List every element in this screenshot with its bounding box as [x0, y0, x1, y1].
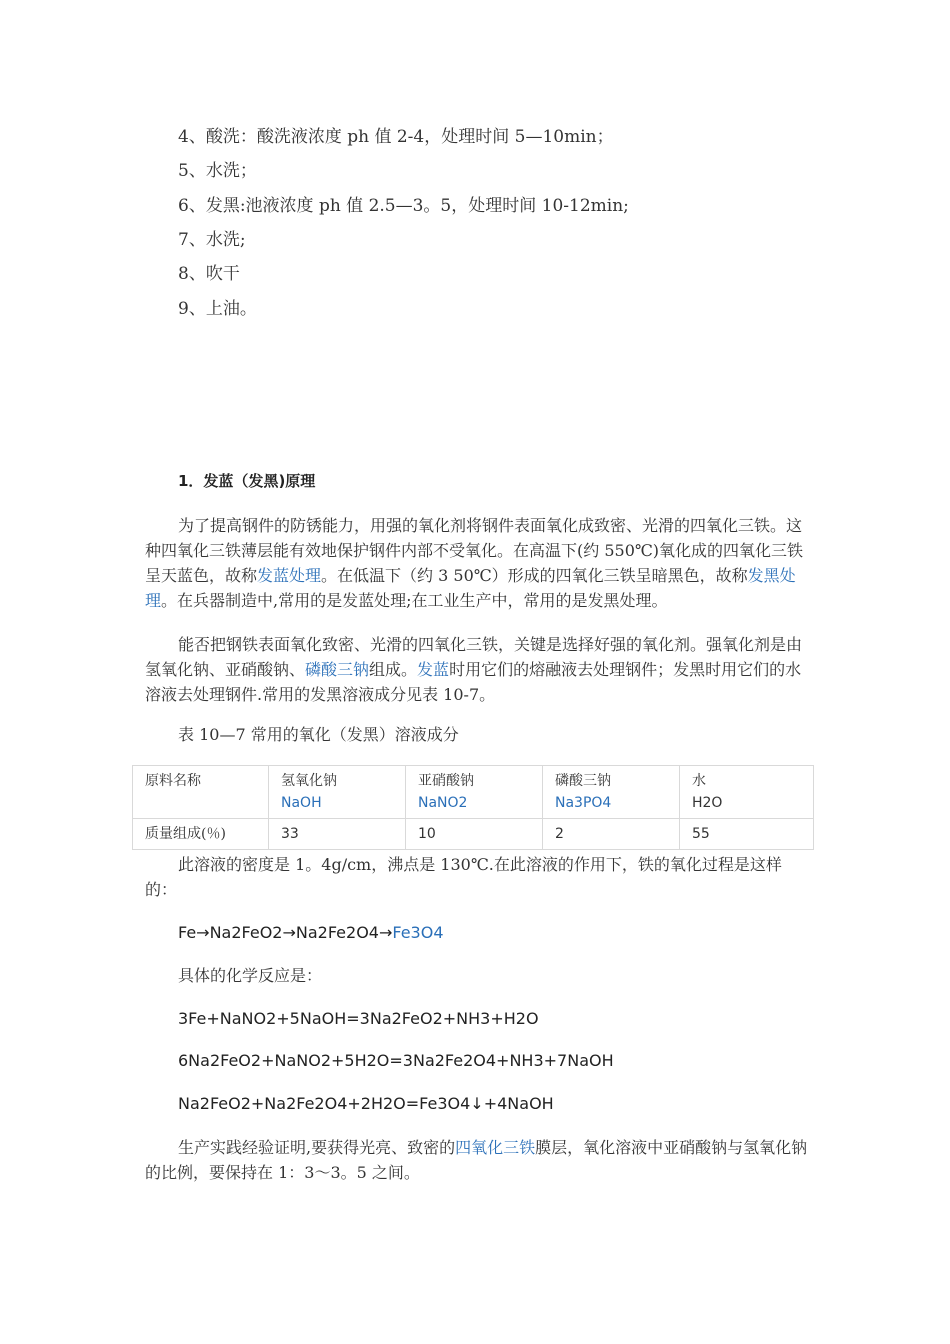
- header-cell: [543, 766, 680, 819]
- value-cell: 55: [680, 819, 814, 850]
- reaction-equation: 3Fe+NaNO2+5NaOH=3Na2FeO2+NH3+H2O: [178, 1009, 539, 1028]
- paragraph-text: 为了提高钢件的防锈能力，用强的氧化剂将钢件表面氧化成致密、光滑的四氧化三铁。这种四氧化三铁薄层能有效地保护钢件内部不受氧化。在高温下(约 550℃)氧化成的四氧化三铁呈天蓝色，故称: [145, 516, 804, 585]
- reaction-equation: Na2FeO2+Na2Fe2O4+2H2O=Fe3O4↓+4NaOH: [178, 1094, 554, 1113]
- paragraph-text: 。在低温下（约 3 50℃）形成的四氧化三铁呈暗黑色，故称: [321, 566, 748, 585]
- paragraph-text: 膜层，氧化溶液中亚硝酸钠与氢氧化钠的比例，要保持在 1：3～3。5 之间。: [145, 1138, 808, 1182]
- value-cell: 10: [406, 819, 543, 850]
- material-formula: H2O: [692, 795, 723, 811]
- step-item: 8、吹干: [178, 264, 240, 284]
- material-name: 氢氧化钠: [281, 773, 337, 789]
- header-cell: [406, 766, 543, 819]
- row-label-cell: 质量组成(％): [133, 819, 269, 850]
- link-naoh[interactable]: NaOH: [281, 795, 322, 811]
- step-item: 9、上油。: [178, 299, 257, 319]
- step-item: 6、发黑:池液浓度 ph 值 2.5—3。5，处理时间 10-12min;: [178, 196, 629, 216]
- value-cell: 2: [543, 819, 680, 850]
- link-si-yang-hua-san-tie[interactable]: 四氧化三铁: [455, 1138, 536, 1157]
- step-item: 4、酸洗：酸洗液浓度 ph 值 2-4，处理时间 5—10min；: [178, 127, 614, 147]
- paragraph-oxidizer: [145, 632, 810, 707]
- header-label-cell: 原料名称: [133, 766, 269, 819]
- table-row: [133, 819, 814, 850]
- paragraph-density: 此溶液的密度是 1。4g/cm，沸点是 130℃.在此溶液的作用下，铁的氧化过程是这样的：: [145, 855, 782, 899]
- paragraph-text: 时用它们的熔融液去处理钢件；发黑时用它们的水溶液去处理钢件.常用的发黑溶液成分见表 10-7。: [145, 660, 802, 704]
- material-name: 亚硝酸钠: [418, 773, 474, 789]
- reaction-equation: 6Na2FeO2+NaNO2+5H2O=3Na2Fe2O4+NH3+7NaOH: [178, 1051, 614, 1070]
- link-fe3o4[interactable]: Fe3O4: [392, 923, 444, 942]
- link-fa-lan-chu-li[interactable]: 发蓝处理: [257, 566, 322, 585]
- header-cell: [680, 766, 814, 819]
- composition-table: [132, 765, 814, 850]
- link-nano2[interactable]: NaNO2: [418, 795, 468, 811]
- step-item: 7、水洗;: [178, 230, 246, 250]
- material-name: 磷酸三钠: [555, 773, 611, 789]
- value-cell: 33: [269, 819, 406, 850]
- paragraph-text: 能否把钢铁表面氧化致密、光滑的四氧化三铁，关键是选择好强的氧化剂。强氧化剂是由氢氧化钠、亚硝酸钠、: [145, 635, 803, 679]
- link-na3po4[interactable]: Na3PO4: [555, 795, 612, 811]
- table-row: [133, 766, 814, 819]
- section-heading: 1．发蓝（发黑)原理: [178, 472, 316, 490]
- link-fa-lan[interactable]: 发蓝: [417, 660, 450, 679]
- oxidation-chain: [178, 922, 444, 944]
- link-lin-suan-san-na[interactable]: 磷酸三钠: [305, 660, 370, 679]
- paragraph-text: 。在兵器制造中,常用的是发蓝处理;在工业生产中，常用的是发黑处理。: [161, 591, 668, 610]
- formula-text: Fe→Na2FeO2→Na2Fe2O4→: [178, 923, 393, 942]
- material-name: 水: [692, 773, 706, 789]
- paragraph-text: 生产实践经验证明,要获得光亮、致密的: [178, 1138, 456, 1157]
- link-fa-hei-chu-li[interactable]: 发黑处理: [145, 566, 796, 610]
- paragraph-principle: [145, 513, 810, 613]
- step-item: 5、水洗；: [178, 161, 257, 181]
- paragraph-ratio: [145, 1135, 810, 1185]
- table-caption: 表 10—7 常用的氧化（发黑）溶液成分: [178, 725, 459, 744]
- reaction-intro: 具体的化学反应是：: [178, 966, 323, 985]
- paragraph-text: 组成。: [369, 660, 418, 679]
- header-cell: [269, 766, 406, 819]
